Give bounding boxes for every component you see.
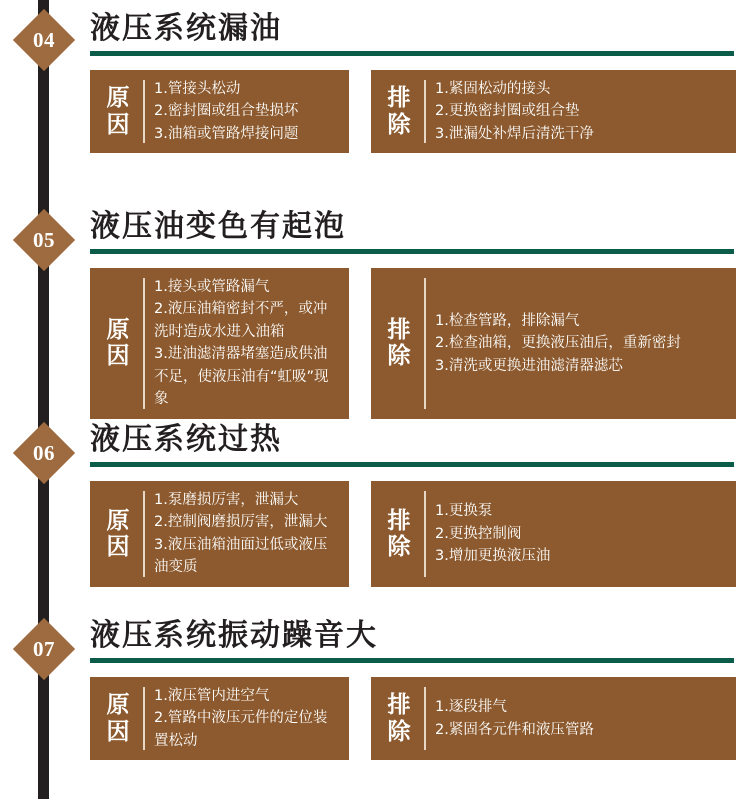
cards-row — [90, 268, 736, 419]
fix-items — [435, 489, 726, 579]
reason-card — [90, 677, 349, 760]
reason-label: 原因 — [106, 85, 130, 138]
fix-card — [371, 268, 736, 419]
list-item: 1.泵磨损厉害，泄漏大 — [154, 492, 299, 508]
card-divider — [143, 491, 145, 577]
title-rule — [90, 249, 734, 254]
section-07 — [0, 601, 750, 781]
list-item: 2.管路中液压元件的定位装置松动 — [154, 710, 328, 749]
section-06 — [0, 405, 750, 601]
card-divider — [424, 491, 426, 577]
section-body — [90, 190, 750, 419]
fix-card — [371, 677, 736, 760]
card-divider — [143, 687, 145, 750]
cards-row — [90, 677, 736, 760]
card-divider — [143, 80, 145, 143]
list-item: 2.检查油箱，更换液压油后，重新密封 — [435, 335, 681, 352]
list-item: 1.逐段排气 — [435, 699, 507, 716]
fix-label: 排除 — [387, 692, 411, 745]
title-rule — [90, 462, 734, 467]
list-item: 3.清洗或更换进油滤清器滤芯 — [435, 357, 623, 374]
reason-card — [90, 268, 349, 419]
list-item: 1.接头或管路漏气 — [154, 279, 270, 295]
card-divider — [143, 278, 145, 409]
cards-row — [90, 70, 736, 153]
step-number: 06 — [33, 441, 55, 465]
reason-label: 原因 — [106, 507, 130, 560]
list-item: 2.紧固各元件和液压管路 — [435, 721, 594, 738]
list-item: 2.密封圈或组合垫损坏 — [154, 103, 299, 120]
step-marker-06 — [14, 423, 74, 483]
step-number: 05 — [33, 228, 55, 252]
section-body — [90, 0, 750, 153]
page-title: 液压系统过热 — [90, 422, 282, 457]
list-item: 2.更换控制阀 — [435, 525, 522, 542]
fix-label: 排除 — [387, 507, 411, 560]
step-marker-04 — [14, 10, 74, 70]
list-item: 洗时造成水进入油箱 — [154, 323, 285, 340]
step-marker-07 — [14, 619, 74, 679]
fix-label: 排除 — [387, 85, 411, 138]
list-item: 3.液压油箱油面过低或液压油变质 — [154, 536, 328, 576]
section-body — [90, 405, 750, 587]
list-item: 1.更换泵 — [435, 503, 493, 520]
list-item: 2.控制阀磨损厉害，泄漏大 — [154, 514, 328, 531]
fix-items — [435, 685, 726, 752]
card-divider — [424, 278, 426, 409]
list-item: 3.油箱或管路焊接问题 — [154, 125, 299, 142]
fix-card — [371, 481, 736, 587]
reason-items — [154, 78, 339, 145]
step-number: 07 — [33, 637, 55, 661]
fix-card — [371, 70, 736, 153]
list-item: 3.进油滤清器堵塞造成供油 — [154, 346, 328, 363]
reason-items — [154, 489, 339, 579]
card-divider — [424, 687, 426, 750]
list-item: 1.紧固松动的接头 — [435, 81, 551, 97]
list-item: 不足，使液压油有“虹吸”现象 — [154, 368, 329, 408]
step-marker-05 — [14, 210, 74, 270]
reason-label: 原因 — [106, 692, 130, 745]
list-item: 1.检查管路，排除漏气 — [435, 312, 580, 329]
section-body — [90, 601, 750, 760]
section-04 — [0, 0, 750, 190]
section-05 — [0, 190, 750, 408]
cards-row — [90, 481, 736, 587]
reason-card — [90, 70, 349, 153]
list-item: 2.液压油箱密封不严，或冲 — [154, 301, 328, 318]
page-title: 液压系统漏油 — [90, 11, 282, 46]
list-item: 2.更换密封圈或组合垫 — [435, 103, 580, 120]
fix-items — [435, 78, 726, 145]
step-number: 04 — [33, 28, 55, 52]
reason-label: 原因 — [106, 316, 130, 370]
fix-items — [435, 276, 726, 411]
reason-items — [154, 685, 339, 752]
page-title: 液压油变色有起泡 — [90, 209, 346, 244]
reason-card — [90, 481, 349, 587]
page-title: 液压系统振动躁音大 — [90, 618, 378, 653]
title-rule — [90, 51, 734, 56]
title-rule — [90, 658, 734, 663]
list-item: 1.管接头松动 — [154, 81, 241, 97]
list-item: 3.增加更换液压油 — [435, 548, 551, 565]
list-item: 3.泄漏处补焊后清洗干净 — [435, 125, 594, 142]
list-item: 1.液压管内进空气 — [154, 688, 270, 704]
fix-label: 排除 — [387, 316, 411, 370]
card-divider — [424, 80, 426, 143]
reason-items — [154, 276, 339, 411]
